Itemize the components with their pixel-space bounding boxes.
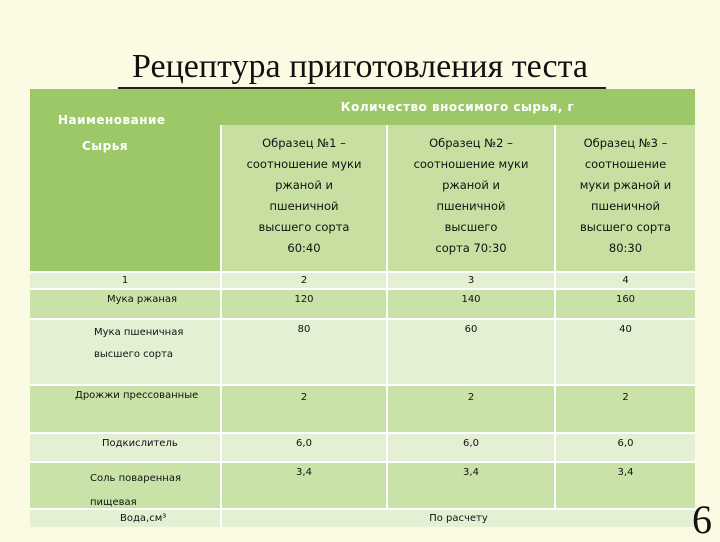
row-label: Мука ржаная xyxy=(30,290,220,318)
header-name-line2: Сырья xyxy=(82,139,129,153)
table-row xyxy=(30,290,695,318)
row-value: 2 xyxy=(222,386,386,432)
row-label: Соль поваренная пищевая xyxy=(30,463,220,508)
table-row xyxy=(30,510,695,527)
table-row xyxy=(30,273,695,288)
recipe-table xyxy=(30,89,695,527)
row-value: 3,4 xyxy=(388,463,554,508)
row-label xyxy=(30,320,220,384)
row-value: 3,4 xyxy=(222,463,386,508)
row-value: 40 xyxy=(556,320,695,384)
table-row xyxy=(30,463,695,508)
row-merged-value: По расчету xyxy=(222,510,695,527)
row-label: Дрожжи прессованные xyxy=(30,386,220,432)
row-value: 140 xyxy=(388,290,554,318)
slide-number: 6 xyxy=(692,497,712,542)
sample-2-header: Образец №2 – соотношение муки ржаной и пшеничной высшего сорта 70:30 xyxy=(388,125,554,271)
header-name-line1: Наименование xyxy=(58,113,166,127)
row-value: 3,4 xyxy=(556,463,695,508)
row-label: 1 xyxy=(30,273,220,288)
slide-title: Рецептура приготовления теста xyxy=(132,48,588,85)
table-row xyxy=(30,434,695,461)
table-row xyxy=(30,386,695,432)
row-value: 3 xyxy=(388,273,554,288)
row-value: 80 xyxy=(222,320,386,384)
row-value: 60 xyxy=(388,320,554,384)
row-label-line1: Мука пшеничная высшего сорта xyxy=(94,327,184,360)
row-label: Вода,см³ xyxy=(30,510,220,527)
row-value: 6,0 xyxy=(556,434,695,461)
row-value: 2 xyxy=(388,386,554,432)
row-value: 6,0 xyxy=(222,434,386,461)
sample-1-header: Образец №1 – соотношение муки ржаной и пшеничной высшего сорта 60:40 xyxy=(222,125,386,271)
row-value: 4 xyxy=(556,273,695,288)
sample-3-header: Образец №3 – соотношение муки ржаной и пшеничной высшего сорта 80:30 xyxy=(556,125,695,271)
header-quantity: Количество вносимого сырья, г xyxy=(220,89,695,125)
row-value: 160 xyxy=(556,290,695,318)
row-value: 2 xyxy=(556,386,695,432)
table-row xyxy=(30,320,695,384)
row-value: 120 xyxy=(222,290,386,318)
header-name-cell xyxy=(30,89,220,271)
row-value: 6,0 xyxy=(388,434,554,461)
row-value: 2 xyxy=(222,273,386,288)
row-label: Подкислитель xyxy=(30,434,220,461)
